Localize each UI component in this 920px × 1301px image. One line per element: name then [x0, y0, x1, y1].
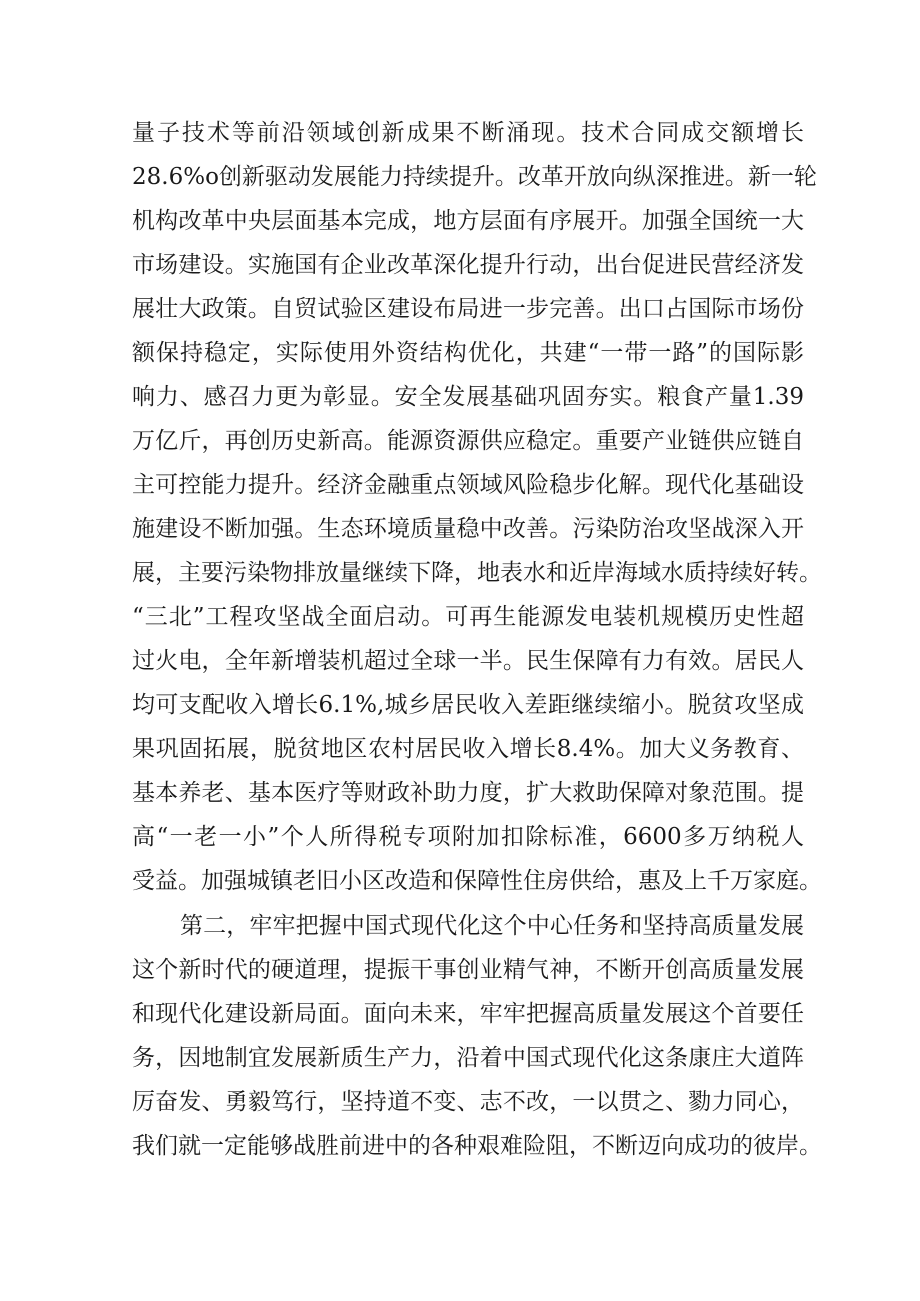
paragraph-1-line-8: 万亿斤，再创历史新高。能源资源供应稳定。重要产业链供应链自 — [132, 428, 804, 454]
paragraph-1-line-4: 市场建设。实施国有企业改革深化提升行动，出台促进民营经济发 — [132, 252, 804, 278]
paragraph-1-line-1: 量子技术等前沿领域创新成果不断涌现。技术合同成交额增长 — [132, 120, 804, 146]
paragraph-2-line-2: 这个新时代的硬道理，提振干事创业精气神，不断开创高质量发展 — [132, 957, 804, 983]
paragraph-1-line-2: 28.6%o创新驱动发展能力持续提升。改革开放向纵深推进。新一轮 — [132, 164, 817, 190]
paragraph-1-line-9: 主可控能力提升。经济金融重点领域风险稳步化解。现代化基础设 — [132, 472, 804, 498]
paragraph-1-line-12: “三北”工程攻坚战全面启动。可再生能源发电装机规模历史性超 — [132, 604, 804, 630]
paragraph-2-line-5: 厉奋发、勇毅笃行，坚持道不变、志不改，一以贯之、勠力同心， — [132, 1089, 804, 1115]
paragraph-1-line-17: 高“一老一小”个人所得税专项附加扣除标准，6600多万纳税人 — [132, 824, 804, 850]
paragraph-2-line-6: 我们就一定能够战胜前进中的各种艰难险阻，不断迈向成功的彼岸。 — [132, 1133, 822, 1159]
paragraph-2-line-1: 第二，牢牢把握中国式现代化这个中心任务和坚持高质量发展 — [180, 913, 804, 939]
paragraph-2-line-4: 务，因地制宜发展新质生产力，沿着中国式现代化这条康庄大道阵 — [132, 1045, 804, 1071]
paragraph-1-line-14: 均可支配收入增长6.1%,城乡居民收入差距继续缩小。脱贫攻坚成 — [132, 692, 804, 718]
paragraph-1-line-16: 基本养老、基本医疗等财政补助力度，扩大救助保障对象范围。提 — [132, 780, 804, 806]
paragraph-1-line-7: 响力、感召力更为彰显。安全发展基础巩固夯实。粮食产量1.39 — [132, 384, 804, 410]
paragraph-1-line-6: 额保持稳定，实际使用外资结构优化，共建“一带一路”的国际影 — [132, 340, 804, 366]
paragraph-1-line-18: 受益。加强城镇老旧小区改造和保障性住房供给，惠及上千万家庭。 — [132, 868, 822, 894]
paragraph-1-line-5: 展壮大政策。自贸试验区建设布局进一步完善。出口占国际市场份 — [132, 296, 804, 322]
paragraph-1-line-11: 展，主要污染物排放量继续下降，地表水和近岸海域水质持续好转。 — [132, 560, 822, 586]
paragraph-1-line-3: 机构改革中央层面基本完成，地方层面有序展开。加强全国统一大 — [132, 208, 804, 234]
paragraph-1-line-15: 果巩固拓展，脱贫地区农村居民收入增长8.4%。加大义务教育、 — [132, 736, 804, 762]
paragraph-1-line-13: 过火电，全年新增装机超过全球一半。民生保障有力有效。居民人 — [132, 648, 804, 674]
paragraph-2-line-3: 和现代化建设新局面。面向未来，牢牢把握高质量发展这个首要任 — [132, 1001, 804, 1027]
paragraph-1-line-10: 施建设不断加强。生态环境质量稳中改善。污染防治攻坚战深入开 — [132, 516, 804, 542]
